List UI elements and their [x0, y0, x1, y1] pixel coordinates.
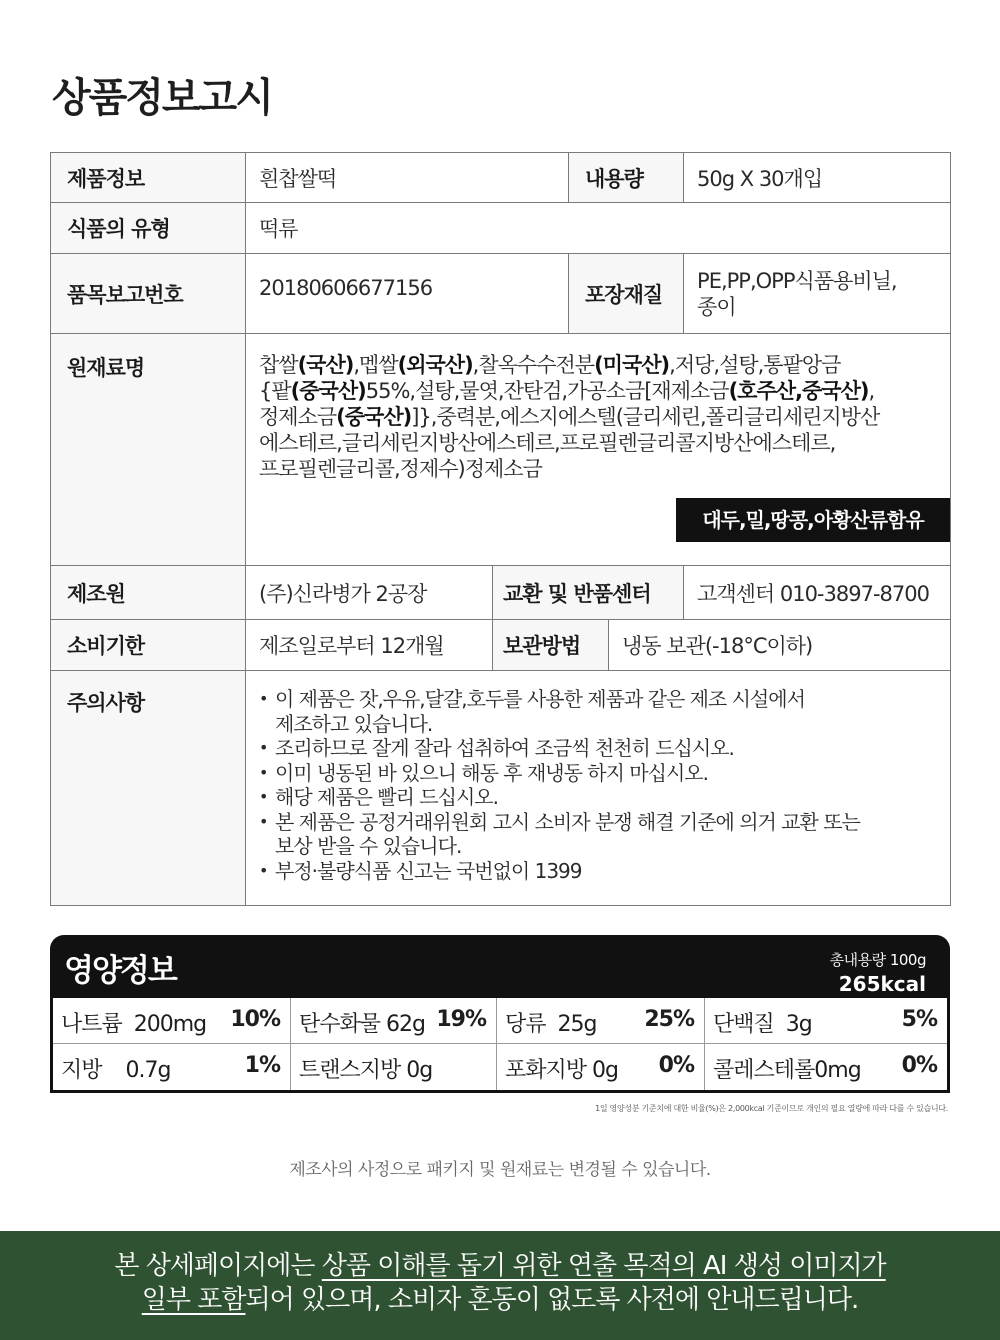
ingredients-line [259, 456, 942, 482]
exchange-label: 교환 및 반품센터 [493, 566, 684, 620]
type-label: 식품의 유형 [51, 203, 246, 254]
total-volume: 총내용량 100g [829, 951, 926, 969]
ingredient-text: ,찰옥수수전분 [472, 353, 595, 377]
row-caution [51, 671, 951, 906]
row-ingredients [51, 334, 951, 566]
ingredient-text: 프로필렌글리콜,정제수)정제소금 [259, 457, 542, 481]
row-report [51, 254, 951, 334]
caution-line: • 부정·불량식품 신고는 국번없이 1399 [275, 858, 582, 883]
nutrition-cell [705, 998, 947, 1044]
ingredients-cell [246, 334, 951, 566]
volume-value: 50g X 30개입 [684, 153, 951, 203]
nutrient-name: 나트륨 200mg [61, 1012, 207, 1037]
exchange-value: 고객센터 010-3897-8700 [684, 566, 951, 620]
nutrition-footnote: 1일 영양성분 기준치에 대한 비율(%)은 2,000kcal 기준이므로 개인의 필요 열량에 따라 다를 수 있습니다. [595, 1104, 948, 1113]
ingredient-origin: (외국산) [397, 353, 473, 377]
caution-cell [246, 671, 951, 906]
ingredient-text: ,멥쌀 [353, 353, 398, 377]
ingredient-text: ]},중력분,에스지에스텔(글리세린,폴리글리세린지방산 [411, 405, 880, 429]
nutrient-name: 포화지방 0g [505, 1058, 618, 1083]
ingredient-text: {팥 [259, 379, 291, 403]
nutrient-percent: 0% [901, 1053, 937, 1078]
nutrition-total [830, 949, 926, 996]
row-expiry [51, 620, 951, 671]
nutrition-cell [705, 1044, 947, 1090]
ingredient-origin: (국산) [297, 353, 354, 377]
ingredients-line [259, 378, 942, 404]
banner-line-1 [0, 1249, 1000, 1283]
caution-line: 보상 받을 수 있습니다. [275, 834, 462, 858]
ingredient-origin: (중국산) [290, 379, 366, 403]
caution-item [259, 687, 942, 736]
ingredient-text: 55%,설탕,물엿,잔탄검,가공소금[재제소금 [365, 379, 729, 403]
ingredient-origin: (중국산) [336, 405, 412, 429]
ingredient-text: , [868, 379, 875, 403]
ingredients-label: 원재료명 [51, 334, 246, 566]
page-title: 상품정보고시 [52, 75, 272, 121]
banner-line-1-pre: 본 상세페이지에는 [114, 1251, 322, 1281]
total-kcal: 265kcal [838, 972, 926, 996]
caution-line: • 본 제품은 공정거래위원회 고시 소비자 분쟁 해결 기준에 의거 교환 또는 [275, 809, 860, 834]
maker-value: (주)신라병가 2공장 [246, 566, 493, 620]
caution-list [259, 687, 942, 883]
banner-line-1-underline: 상품 이해를 돕기 위한 연출 목적의 AI 생성 이미지가 [321, 1251, 886, 1281]
caution-item [259, 736, 942, 761]
row-type [51, 203, 951, 254]
caution-line: • 이 제품은 잣,우유,달걀,호두를 사용한 제품과 같은 제조 시설에서 [275, 687, 805, 711]
nutrient-name: 탄수화물 62g [299, 1012, 425, 1037]
ingredient-text: ,저당,설탕,통팥앙금 [669, 353, 841, 377]
caution-line: • 해당 제품은 빨리 드십시오. [275, 785, 498, 809]
banner-line-2-post: 되어 있으며, 소비자 혼동이 없도록 사전에 안내드립니다. [245, 1285, 859, 1315]
nutrition-cell [497, 998, 705, 1044]
caution-line: 제조하고 있습니다. [275, 711, 433, 736]
nutrient-percent: 19% [436, 1007, 486, 1032]
caution-line: • 조리하므로 잘게 잘라 섭취하여 조금씩 천천히 드십시오. [275, 736, 734, 760]
packaging-label: 포장재질 [569, 254, 684, 334]
nutrition-panel [50, 935, 950, 1093]
nutrition-cell [53, 1044, 291, 1090]
ingredient-text: 찹쌀 [259, 353, 298, 377]
storage-label: 보관방법 [493, 620, 609, 671]
caution-item [259, 810, 942, 859]
maker-label: 제조원 [51, 566, 246, 620]
nutrient-percent: 25% [644, 1007, 694, 1032]
nutrition-cell [53, 998, 291, 1044]
ingredient-origin: (호주산,중국산) [728, 379, 869, 403]
ingredients-text [259, 348, 942, 482]
change-notice: 제조사의 사정으로 패키지 및 원재료는 변경될 수 있습니다. [289, 1160, 711, 1180]
expiry-label: 소비기한 [51, 620, 246, 671]
banner-line-2 [0, 1283, 1000, 1317]
packaging-line-1: PE,PP,OPP식품용비닐, [697, 268, 897, 293]
ingredients-line [259, 352, 942, 378]
ingredient-origin: (미국산) [594, 353, 670, 377]
ingredients-line [259, 404, 942, 430]
expiry-value: 제조일로부터 12개월 [246, 620, 493, 671]
nutrition-title: 영양정보 [64, 953, 176, 989]
volume-label: 내용량 [569, 153, 684, 203]
packaging-line-2: 종이 [697, 294, 736, 319]
nutrient-name: 트랜스지방 0g [299, 1058, 433, 1083]
caution-item [259, 785, 942, 810]
nutrition-grid [53, 998, 947, 1090]
report-label: 품목보고번호 [51, 254, 246, 334]
ingredients-line [259, 430, 942, 456]
ingredient-text: 정제소금 [259, 405, 337, 429]
product-label: 제품정보 [51, 153, 246, 203]
caution-label: 주의사항 [51, 671, 246, 906]
row-maker [51, 566, 951, 620]
nutrient-percent: 0% [658, 1053, 694, 1078]
nutrition-cell [291, 998, 497, 1044]
nutrient-name: 단백질 3g [713, 1012, 812, 1037]
type-value: 떡류 [246, 203, 951, 254]
ai-image-banner [0, 1231, 1000, 1340]
nutrient-percent: 10% [230, 1007, 280, 1032]
product-value: 흰찹쌀떡 [246, 153, 569, 203]
banner-line-2-underline: 일부 포함 [141, 1285, 246, 1315]
row-product [51, 153, 951, 203]
caution-item [259, 761, 942, 786]
storage-value: 냉동 보관(-18°C이하) [609, 620, 951, 671]
nutrient-name: 당류 25g [505, 1012, 597, 1037]
caution-item [259, 859, 942, 884]
product-info-table [50, 152, 951, 906]
nutrient-percent: 5% [901, 1007, 937, 1032]
nutrition-cell [497, 1044, 705, 1090]
ingredient-text: 에스테르,글리세린지방산에스테르,프로필렌글리콜지방산에스테르, [259, 431, 836, 455]
nutrient-name: 콜레스테롤0mg [713, 1058, 861, 1083]
nutrient-percent: 1% [244, 1053, 280, 1078]
caution-line: • 이미 냉동된 바 있으니 해동 후 재냉동 하지 마십시오. [275, 760, 708, 785]
report-value: 20180606677156 [246, 254, 569, 334]
nutrient-name: 지방 0.7g [61, 1058, 171, 1083]
packaging-value [684, 254, 951, 334]
allergen-badge: 대두,밀,땅콩,아황산류함유 [676, 498, 950, 542]
nutrition-cell [291, 1044, 497, 1090]
